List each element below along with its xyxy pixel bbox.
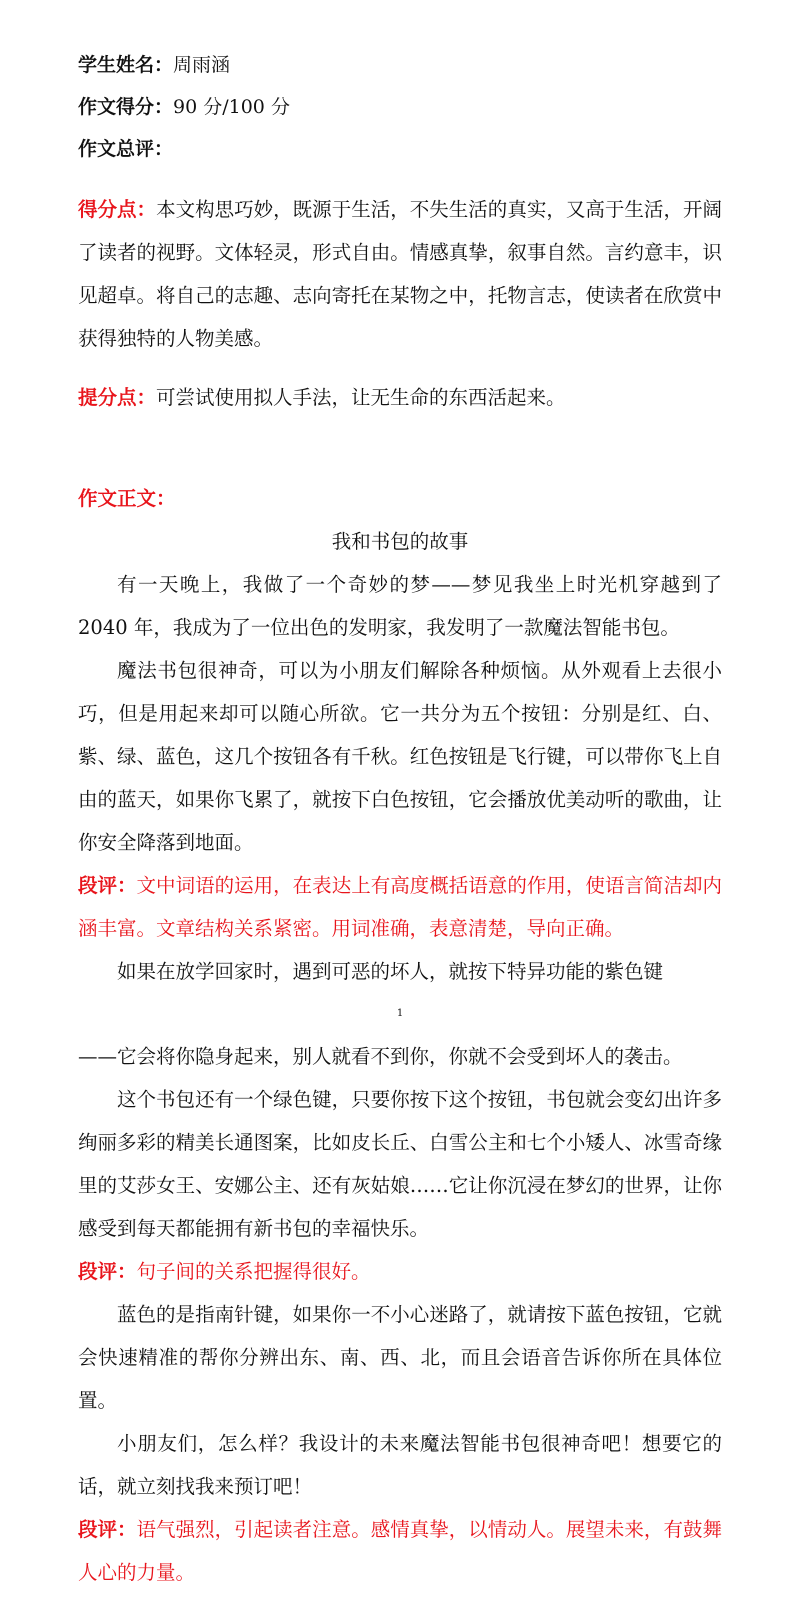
essay-paragraph-3-continued: ——它会将你隐身起来，别人就看不到你，你就不会受到坏人的袭击。	[78, 1045, 683, 1068]
paragraph-comment-3-label: 段评：	[78, 1518, 137, 1541]
essay-body-label: 作文正文：	[78, 487, 176, 510]
page-number: 1	[396, 1008, 404, 1019]
strengths-label: 得分点：	[78, 198, 157, 221]
paragraph-comment-1-label: 段评：	[78, 874, 137, 897]
paragraph-comment-1-text: 文中词语的运用，在表达上有高度概括语意的作用，使语言简洁却内涵丰富。文章结构关系紧密。用词准确，表意清楚，导向正确。	[78, 874, 722, 940]
improvement-paragraph	[78, 376, 722, 419]
essay-body-heading	[78, 477, 722, 520]
student-name-line	[78, 44, 722, 86]
essay-paragraph-1: 有一天晚上，我做了一个奇妙的梦——梦见我坐上时光机穿越到了 2040 年，我成为了一位出色的发明家，我发明了一款魔法智能书包。	[78, 573, 722, 639]
paragraph-comment-3-text: 语气强烈，引起读者注意。感情真挚，以情动人。展望未来，有鼓舞人心的力量。	[78, 1518, 722, 1584]
essay-paragraph-2: 魔法书包很神奇，可以为小朋友们解除各种烦恼。从外观看上去很小巧，但是用起来却可以随心所欲。它一共分为五个按钮：分别是红、白、紫、绿、蓝色，这几个按钮各有千秋。红色按钮是飞行键，可以带你飞上自由的蓝天，如果你飞累了，就按下白色按钮，它会播放优美动听的歌曲，让你安全降落到地面。	[78, 659, 722, 854]
paragraph-comment-3	[78, 1508, 722, 1594]
student-name-label: 学生姓名：	[78, 54, 174, 76]
essay-score-label: 作文得分：	[78, 96, 174, 118]
essay-paragraph-6: 小朋友们，怎么样？我设计的未来魔法智能书包很神奇吧！想要它的话，就立刻找我来预订吧！	[78, 1432, 722, 1498]
paragraph-comment-2	[78, 1250, 722, 1293]
strengths-paragraph	[78, 188, 722, 360]
student-name-value: 周雨涵	[173, 54, 231, 76]
essay-paragraph-4: 这个书包还有一个绿色键，只要你按下这个按钮，书包就会变幻出许多绚丽多彩的精美长通图案，比如皮长丘、白雪公主和七个小矮人、冰雪奇缘里的艾莎女王、安娜公主、还有灰姑娘……它让你沉浸在梦幻的世界，让你感受到每天都能拥有新书包的幸福快乐。	[78, 1088, 722, 1240]
essay-paragraph-5: 蓝色的是指南针键，如果你一不小心迷路了，就请按下蓝色按钮，它就会快速精准的帮你分辨出东、南、西、北，而且会语音告诉你所在具体位置。	[78, 1303, 722, 1412]
improvement-label: 提分点：	[78, 386, 157, 409]
paragraph-comment-1	[78, 864, 722, 950]
strengths-text: 本文构思巧妙，既源于生活，不失生活的真实，又高于生活，开阔了读者的视野。文体轻灵，形式自由。情感真挚，叙事自然。言约意丰，识见超卓。将自己的志趣、志向寄托在某物之中，托物言志，使读者在欣赏中获得独特的人物美感。	[78, 198, 722, 350]
essay-paragraph-3-start: 如果在放学回家时，遇到可恶的坏人，就按下特异功能的紫色键	[117, 960, 664, 983]
essay-title: 我和书包的故事	[331, 530, 469, 553]
essay-score-line	[78, 86, 722, 128]
essay-score-value: 90 分/100 分	[173, 96, 290, 118]
improvement-text: 可尝试使用拟人手法，让无生命的东西活起来。	[156, 386, 566, 409]
overall-review-heading	[78, 128, 722, 170]
paragraph-comment-2-text: 句子间的关系把握得很好。	[136, 1260, 371, 1283]
paragraph-comment-2-label: 段评：	[78, 1260, 137, 1283]
overall-review-label: 作文总评：	[78, 138, 174, 160]
